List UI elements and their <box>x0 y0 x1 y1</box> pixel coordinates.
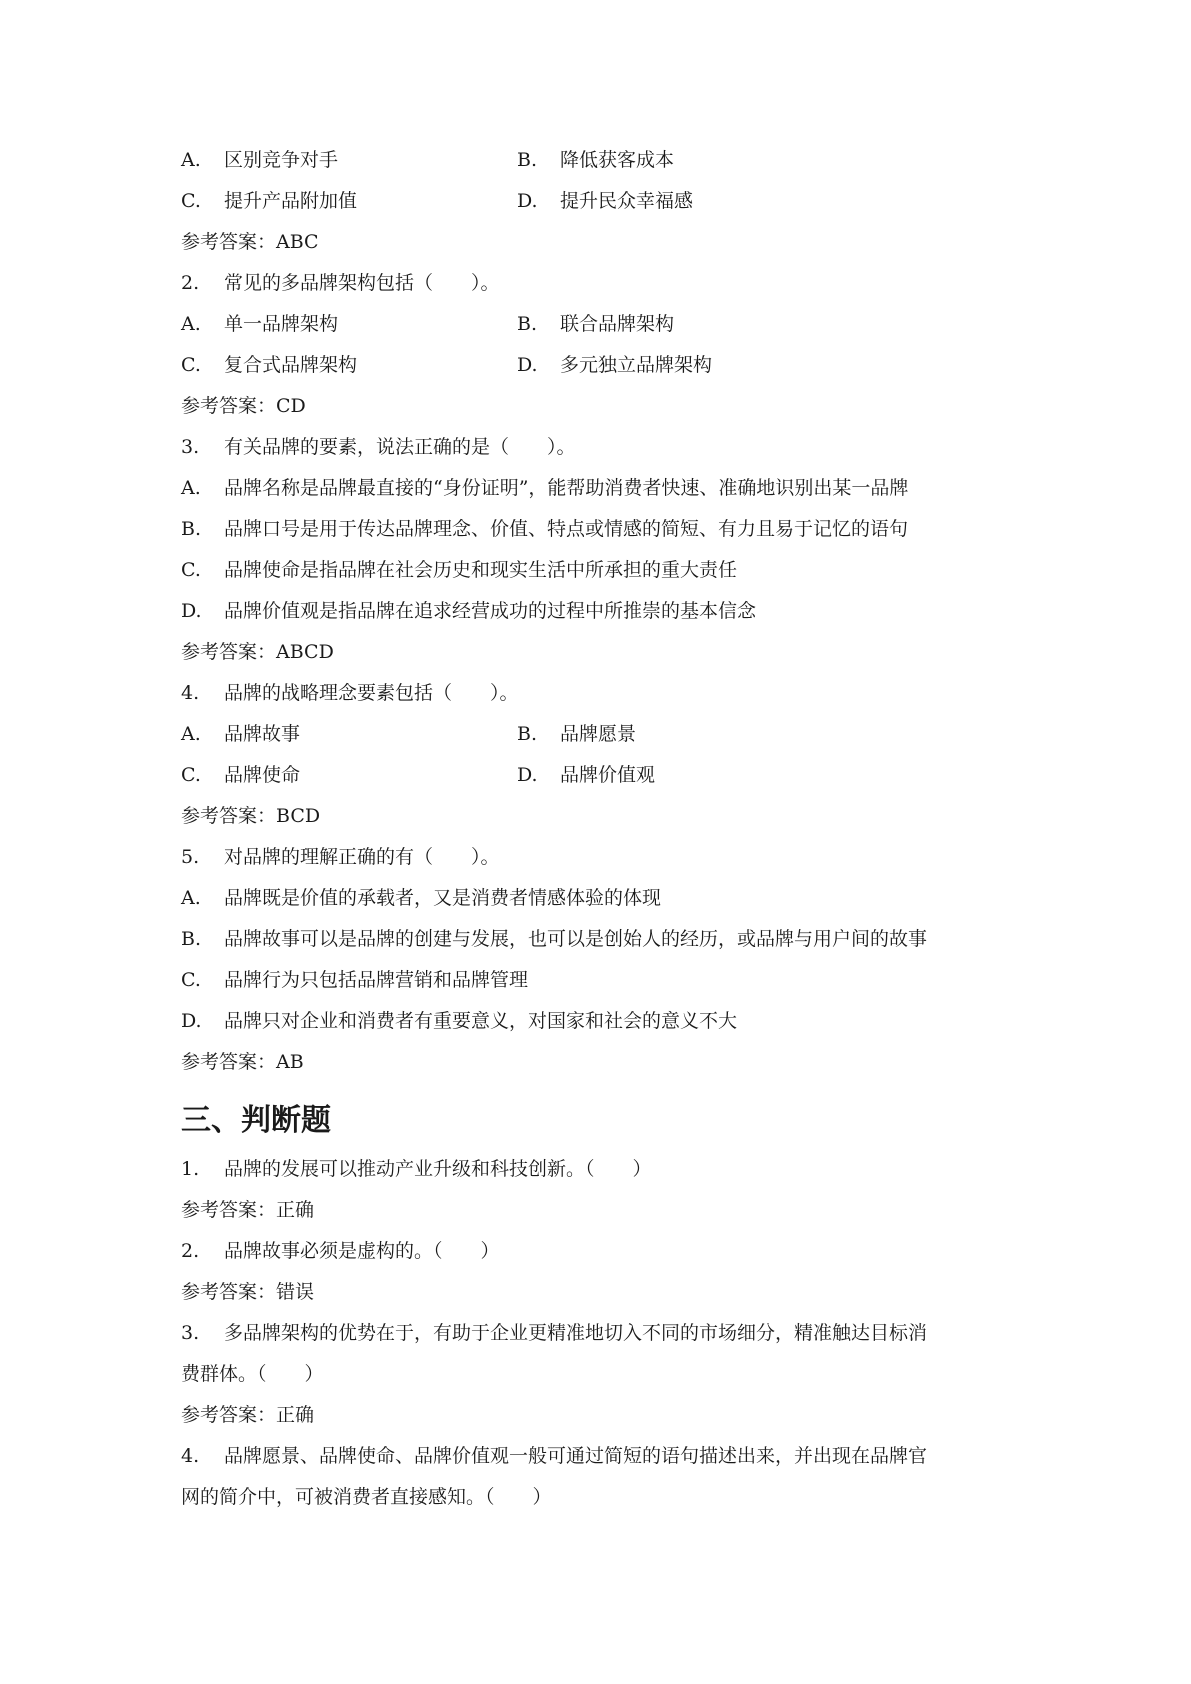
option-d: D. 提升民众幸福感 <box>517 190 694 212</box>
answer-line: 参考答案：AB <box>181 1051 304 1073</box>
option-b: B. 品牌口号是用于传达品牌理念、价值、特点或情感的简短、有力且易于记忆的语句 <box>181 518 909 540</box>
option-c: C. 品牌行为只包括品牌营销和品牌管理 <box>181 969 529 991</box>
option-a: A. 区别竞争对手 <box>181 149 339 171</box>
option-b: B. 品牌愿景 <box>517 723 637 745</box>
option-row <box>181 140 1021 181</box>
option-d: D. 多元独立品牌架构 <box>517 354 713 376</box>
option-row <box>181 181 1021 222</box>
tf-question-4-cont: 网的简介中，可被消费者直接感知。（ ） <box>181 1486 552 1508</box>
tf-question-2: 2. 品牌故事必须是虚构的。（ ） <box>181 1240 500 1262</box>
option-a: A. 单一品牌架构 <box>181 313 339 335</box>
answer-line: 参考答案：正确 <box>181 1404 315 1426</box>
option-a: A. 品牌既是价值的承载者，又是消费者情感体验的体现 <box>181 887 662 909</box>
answer-line: 参考答案：ABCD <box>181 641 334 663</box>
tf-question-4: 4. 品牌愿景、品牌使命、品牌价值观一般可通过简短的语句描述出来，并出现在品牌官 <box>181 1445 928 1467</box>
option-row <box>181 714 1021 755</box>
option-c: C. 复合式品牌架构 <box>181 354 358 376</box>
question-2: 2. 常见的多品牌架构包括（ ）。 <box>181 272 500 294</box>
option-b: B. 品牌故事可以是品牌的创建与发展，也可以是创始人的经历，或品牌与用户间的故事 <box>181 928 928 950</box>
tf-question-3: 3. 多品牌架构的优势在于，有助于企业更精准地切入不同的市场细分，精准触达目标消 <box>181 1322 928 1344</box>
option-row <box>181 304 1021 345</box>
option-a: A. 品牌故事 <box>181 723 301 745</box>
section-heading: 三、判断题 <box>181 1103 331 1138</box>
option-c: C. 品牌使命是指品牌在社会历史和现实生活中所承担的重大责任 <box>181 559 738 581</box>
answer-line: 参考答案：CD <box>181 395 306 417</box>
option-row <box>181 345 1021 386</box>
option-row <box>181 755 1021 796</box>
option-c: C. 品牌使命 <box>181 764 301 786</box>
question-3: 3. 有关品牌的要素，说法正确的是（ ）。 <box>181 436 576 458</box>
option-b: B. 联合品牌架构 <box>517 313 675 335</box>
option-a: A. 品牌名称是品牌最直接的“身份证明”，能帮助消费者快速、准确地识别出某一品牌 <box>181 477 909 499</box>
question-5: 5. 对品牌的理解正确的有（ ）。 <box>181 846 500 868</box>
answer-line: 参考答案：ABC <box>181 231 319 253</box>
option-d: D. 品牌价值观 <box>517 764 656 786</box>
tf-question-3-cont: 费群体。（ ） <box>181 1363 324 1385</box>
option-c: C. 提升产品附加值 <box>181 190 358 212</box>
answer-line: 参考答案：正确 <box>181 1199 315 1221</box>
tf-question-1: 1. 品牌的发展可以推动产业升级和科技创新。（ ） <box>181 1158 652 1180</box>
question-4: 4. 品牌的战略理念要素包括（ ）。 <box>181 682 519 704</box>
page-content <box>181 140 1021 1518</box>
option-d: D. 品牌只对企业和消费者有重要意义，对国家和社会的意义不大 <box>181 1010 738 1032</box>
option-d: D. 品牌价值观是指品牌在追求经营成功的过程中所推崇的基本信念 <box>181 600 757 622</box>
answer-line: 参考答案：BCD <box>181 805 321 827</box>
option-b: B. 降低获客成本 <box>517 149 675 171</box>
answer-line: 参考答案：错误 <box>181 1281 315 1303</box>
